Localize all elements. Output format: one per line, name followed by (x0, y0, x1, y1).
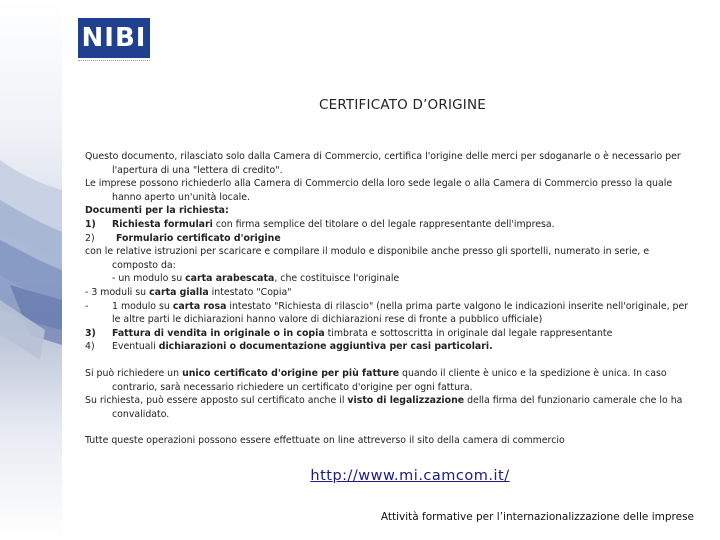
sub-item: - un modulo su carta arabescata, che costituisce l'originale (112, 273, 400, 285)
sub-item: - 3 moduli su carta gialla intestato "Copia" (85, 286, 292, 298)
sub-item: - 1 modulo su carta rosa intestato "Richiesta di rilascio" (nella prima parte valgono le indicazioni inserite nell'originale, per le altre parti le dichiarazioni hanno valore di dichiarazioni rese di fronte a pubblico ufficiale) (85, 300, 689, 326)
item-text: con firma semplice del titolare o del legale rappresentante dell'impresa. (212, 218, 555, 230)
nibi-logo (78, 18, 150, 58)
item-number: 1) (85, 218, 96, 230)
intro-paragraph-2: Le imprese possono richiederlo alla Camera di Commercio della loro sede legale o alla Camera di Commercio presso la quale hanno aperto un'unità locale. (85, 178, 673, 203)
list-item (85, 218, 690, 232)
page-title: CERTIFICATO D’ORIGINE (318, 97, 487, 113)
item-bold: Richiesta formulari (112, 218, 213, 230)
note-paragraph-1: Si può richiedere un unico certificato d'origine per più fatture quando il cliente è unico e la spedizione è unica. In caso contrario, sarà necessario richiedere un certificato d'origine per ogni fattura. (85, 367, 667, 393)
list-item: 4) Eventuali dichiarazioni o documentazione aggiuntiva per casi particolari. (85, 341, 493, 353)
camcom-link[interactable]: http://www.mi.camcom.it/ (310, 468, 510, 484)
decorative-side-image (0, 0, 62, 540)
note-paragraph-3: Tutte queste operazioni possono essere effettuate on line attreverso il sito della camera di commercio (85, 435, 565, 447)
footer-text: Attività formative per l’internazionalizzazione delle imprese (380, 511, 694, 523)
docs-heading: Documenti per la richiesta: (85, 205, 229, 217)
item-bold: Formulario certificato d'origine (116, 232, 281, 244)
item-number: 4) (85, 341, 95, 353)
item-text: con le relative istruzioni per scaricare e compilare il modulo e disponibile anche presso gli sportelli, numerato in serie, e composto da: (85, 246, 650, 271)
item-bold: dichiarazioni o documentazione aggiuntiva per casi particolari. (158, 341, 493, 353)
note-paragraph-2: Su richiesta, può essere apposto sul certificato anche il visto di legalizzazione della firma del funzionario camerale che lo ha convalidato. (85, 395, 683, 420)
item-bold: Fattura di vendita in originale o in copia (112, 327, 325, 339)
item-number: 3) (85, 327, 96, 339)
list-item (85, 232, 690, 246)
logo-text: NIBI (81, 23, 147, 53)
item-text: timbrata e sottoscritta in originale dal legale rappresentante (324, 327, 613, 339)
logo-tagline-line (78, 60, 150, 63)
list-item (85, 327, 690, 341)
document-body (85, 150, 690, 448)
item-number: 2) (85, 232, 95, 244)
intro-paragraph-1: Questo documento, rilasciato solo dalla Camera di Commercio, certifica l'origine delle merci per sdoganarle o è necessario per l'apertura di una "lettera di credito". (85, 151, 681, 176)
link-container (0, 465, 720, 484)
